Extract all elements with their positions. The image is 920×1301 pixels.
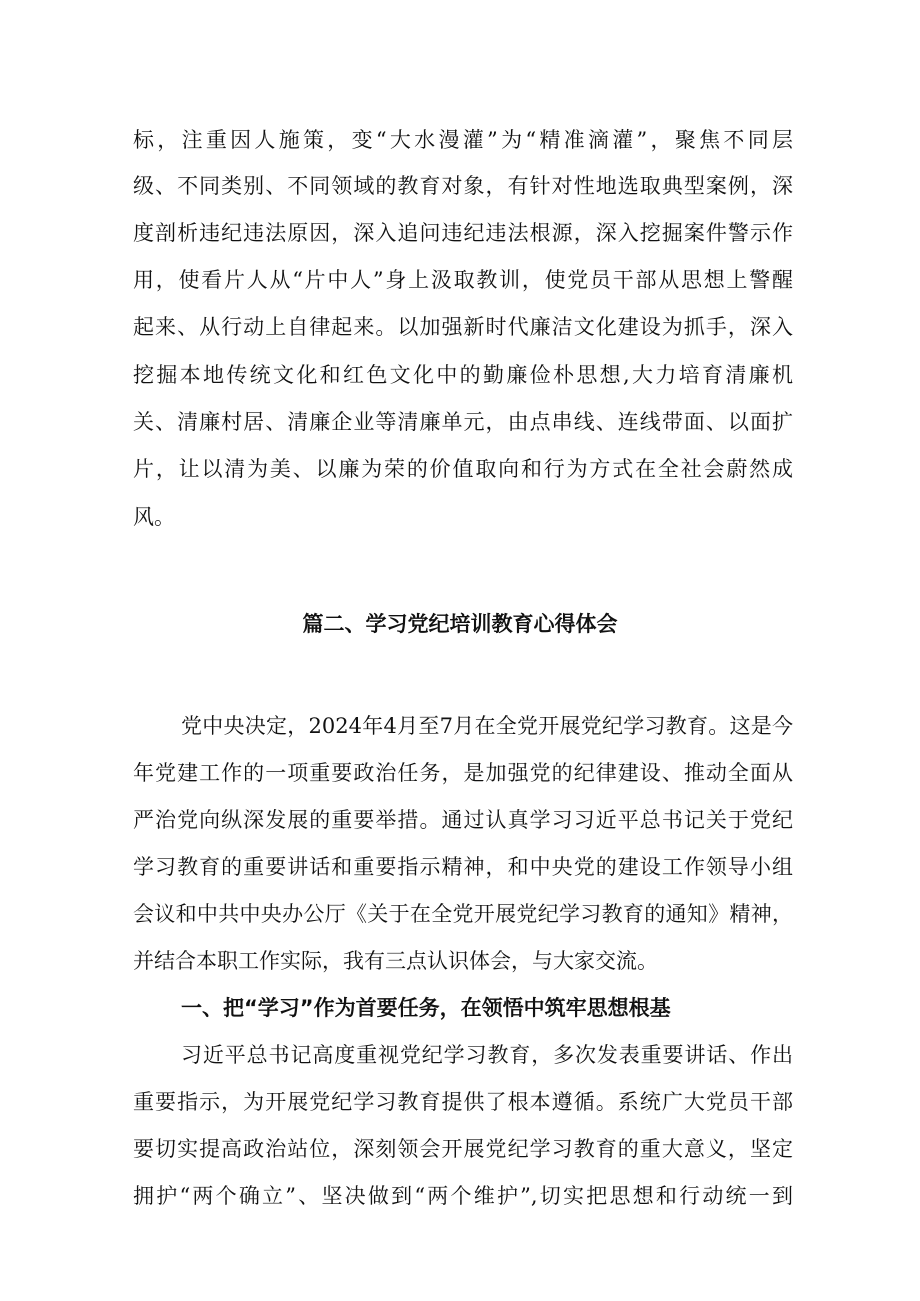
para2-line-4: 学习教育的重要讲话和重要指示精神，和中央党的建设工作领导小组 (133, 855, 793, 879)
para1-line-9: 风。 (133, 505, 175, 529)
para3-line-4: 拥护“两个确立”、坚决做到“两个维护”,切实把思想和行动统一到 (133, 1184, 793, 1208)
para1-line-2: 级、不同类别、不同领域的教育对象，有针对性地选取典型案例，深 (133, 174, 793, 198)
para1-line-7: 关、清廉村居、清廉企业等清廉单元，由点串线、连线带面、以面扩 (133, 410, 793, 434)
para3-line-2: 重要指示，为开展党纪学习教育提供了根本遵循。系统广大党员干部 (133, 1090, 793, 1114)
para1-line-6: 挖掘本地传统文化和红色文化中的勤廉俭朴思想,大力培育清廉机 (133, 363, 793, 387)
para1-line-8: 片，让以清为美、以廉为荣的价值取向和行为方式在全社会蔚然成 (133, 457, 793, 481)
subheading-1: 一、把“学习”作为首要任务，在领悟中筑牢思想根基 (181, 996, 671, 1020)
para1-line-1: 标，注重因人施策，变“大水漫灌”为“精准滴灌”，聚焦不同层 (133, 128, 793, 152)
para1-line-4: 用，使看片人从“片中人”身上汲取教训，使党员干部从思想上警醒 (133, 268, 793, 292)
para2-line-6: 并结合本职工作实际，我有三点认识体会，与大家交流。 (133, 949, 658, 973)
para2-line-5: 会议和中共中央办公厅《关于在全党开展党纪学习教育的通知》精神， (133, 902, 793, 926)
para3-line-3: 要切实提高政治站位，深刻领会开展党纪学习教育的重大意义，坚定 (133, 1137, 793, 1161)
para2-line-3: 严治党向纵深发展的重要举措。通过认真学习习近平总书记关于党纪 (133, 808, 793, 832)
para1-line-3: 度剖析违纪违法原因，深入追问违纪违法根源，深入挖掘案件警示作 (133, 221, 793, 245)
para2-line-1: 党中央决定，2024年4月至7月在全党开展党纪学习教育。这是今 (181, 714, 793, 738)
para2-line-2: 年党建工作的一项重要政治任务，是加强党的纪律建设、推动全面从 (133, 761, 793, 785)
para3-line-1: 习近平总书记高度重视党纪学习教育，多次发表重要讲话、作出 (181, 1043, 793, 1067)
section-title: 篇二、学习党纪培训教育心得体会 (302, 612, 618, 636)
para1-line-5: 起来、从行动上自律起来。以加强新时代廉洁文化建设为抓手，深入 (133, 315, 793, 339)
